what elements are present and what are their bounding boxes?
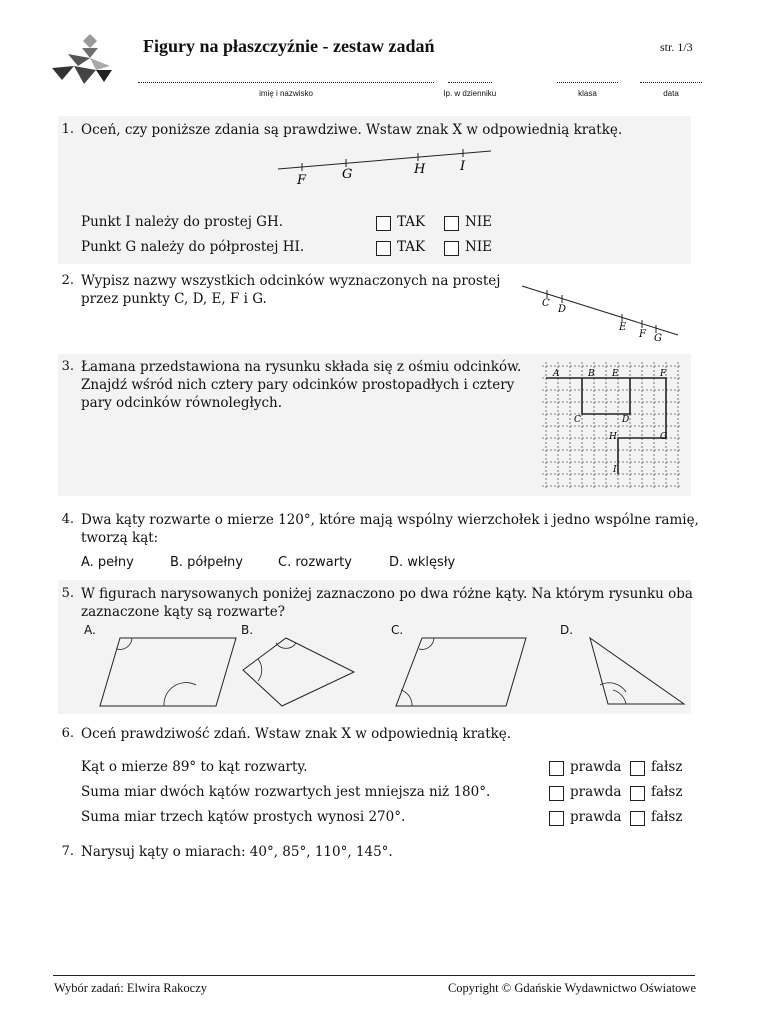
task-5-text-line-2: zaznaczone kąty są rozwarte? <box>81 604 286 620</box>
task-1-s2-yes-label: TAK <box>397 239 426 255</box>
task-1-statement-2: Punkt G należy do półprostej HI. <box>81 239 305 255</box>
task-6-statement-2: Suma miar dwóch kątów rozwartych jest mniejsza niż 180°. <box>81 784 491 800</box>
point-label-b: B <box>588 369 595 379</box>
task-5-text-line-1: W figurach narysowanych poniżej zaznaczono po dwa różne kąty. Na którym rysunku oba <box>81 586 693 602</box>
point-label-h: H <box>414 162 426 177</box>
point-label-e: E <box>612 369 619 379</box>
task-4-option-c[interactable]: C. rozwarty <box>278 555 352 570</box>
task-6-s1-true-checkbox[interactable] <box>549 761 564 776</box>
point-label-g: G <box>654 333 662 344</box>
date-field-label: data <box>663 89 679 98</box>
class-field-line[interactable] <box>557 72 618 83</box>
point-label-a: A <box>553 369 560 379</box>
task-6-number: 6. <box>61 726 74 741</box>
point-label-c: C <box>574 415 581 425</box>
footer-divider <box>53 975 695 976</box>
task-5-figure-a-label: A. <box>84 623 96 637</box>
point-label-h: H <box>609 432 617 442</box>
task-5-number: 5. <box>61 586 74 601</box>
task-6-statement-3: Suma miar trzech kątów prostych wynosi 270°. <box>81 809 406 825</box>
task-6-s2-false-checkbox[interactable] <box>630 786 645 801</box>
task-6-s3-true-label: prawda <box>570 809 622 825</box>
task-4-option-b[interactable]: B. półpełny <box>170 555 243 570</box>
page-number: str. 1/3 <box>660 40 693 54</box>
point-label-d: D <box>622 415 630 425</box>
task-2-text-line-2: przez punkty C, D, E, F i G. <box>81 291 267 307</box>
task-2-text-line-1: Wypisz nazwy wszystkich odcinków wyznaczonych na prostej <box>81 273 501 289</box>
task-5-figure-d-label: D. <box>560 623 574 637</box>
footer-author: Wybór zadań: Elwira Rakoczy <box>54 981 208 995</box>
task-3-grid-figure <box>540 360 686 492</box>
task-2-line-figure <box>518 280 684 346</box>
task-1-s2-yes-checkbox[interactable] <box>376 241 391 256</box>
task-4-text-line-2: tworzą kąt: <box>81 530 159 546</box>
point-label-f: F <box>297 173 307 188</box>
worksheet-title: Figury na płaszczyźnie - zestaw zadań <box>143 36 435 56</box>
task-1-s2-no-label: NIE <box>465 239 492 255</box>
task-1-text: Oceń, czy poniższe zdania są prawdziwe. Wstaw znak X w odpowiednią kratkę. <box>81 122 623 138</box>
point-label-g: G <box>660 432 668 442</box>
task-6-s2-false-label: fałsz <box>651 784 683 800</box>
task-5-figures <box>90 632 690 710</box>
task-1-number: 1. <box>61 122 74 137</box>
task-6-statement-1: Kąt o mierze 89° to kąt rozwarty. <box>81 759 308 775</box>
task-6-s3-true-checkbox[interactable] <box>549 811 564 826</box>
task-6-s3-false-checkbox[interactable] <box>630 811 645 826</box>
task-4-option-a[interactable]: A. pełny <box>81 555 134 570</box>
point-label-i: I <box>460 159 466 174</box>
task-4-number: 4. <box>61 512 74 527</box>
task-2-number: 2. <box>61 273 74 288</box>
task-6-text: Oceń prawdziwość zdań. Wstaw znak X w odpowiednią kratkę. <box>81 726 512 742</box>
point-label-i: I <box>613 465 617 475</box>
task-5-figure-c-label: C. <box>391 623 404 637</box>
task-7-number: 7. <box>61 844 74 859</box>
task-1-s2-no-checkbox[interactable] <box>444 241 459 256</box>
task-3-number: 3. <box>61 359 74 374</box>
point-label-g: G <box>342 167 353 182</box>
task-5-figure-b-label: B. <box>241 623 254 637</box>
date-field-line[interactable] <box>640 72 702 83</box>
task-3-text-line-3: pary odcinków równoległych. <box>81 395 283 411</box>
task-1-line-figure <box>270 146 500 188</box>
task-1-s1-no-checkbox[interactable] <box>444 216 459 231</box>
footer-copyright: Copyright © Gdańskie Wydawnictwo Oświatowe <box>447 981 696 995</box>
number-field-label: lp. w dzienniku <box>443 89 497 98</box>
number-field-line[interactable] <box>448 72 492 83</box>
task-1-s1-no-label: NIE <box>465 214 492 230</box>
task-3-text-line-1: Łamana przedstawiona na rysunku składa się z ośmiu odcinków. <box>81 359 522 375</box>
task-4-text-line-1: Dwa kąty rozwarte o mierze 120°, które mają wspólny wierzchołek i jedno wspólne ramię, <box>81 512 699 528</box>
task-6-s1-true-label: prawda <box>570 759 622 775</box>
point-label-f: F <box>660 369 667 379</box>
publisher-logo <box>48 32 116 88</box>
point-label-e: E <box>619 322 627 333</box>
task-4-option-d[interactable]: D. wklęsły <box>389 555 456 570</box>
task-3-text-line-2: Znajdź wśród nich cztery pary odcinków prostopadłych i cztery <box>81 377 515 393</box>
task-6-s3-false-label: fałsz <box>651 809 683 825</box>
name-field-line[interactable] <box>138 72 434 83</box>
class-field-label: klasa <box>578 89 597 98</box>
task-1-statement-1: Punkt I należy do prostej GH. <box>81 214 284 230</box>
task-6-s1-false-checkbox[interactable] <box>630 761 645 776</box>
task-6-s2-true-label: prawda <box>570 784 622 800</box>
task-6-s2-true-checkbox[interactable] <box>549 786 564 801</box>
task-6-s1-false-label: fałsz <box>651 759 683 775</box>
task-1-s1-yes-checkbox[interactable] <box>376 216 391 231</box>
name-field-label: imię i nazwisko <box>259 89 313 98</box>
point-label-f: F <box>639 329 646 340</box>
task-7-text: Narysuj kąty o miarach: 40°, 85°, 110°, 145°. <box>81 844 393 860</box>
task-1-s1-yes-label: TAK <box>397 214 426 230</box>
point-label-d: D <box>558 304 567 315</box>
point-label-c: C <box>542 298 550 309</box>
